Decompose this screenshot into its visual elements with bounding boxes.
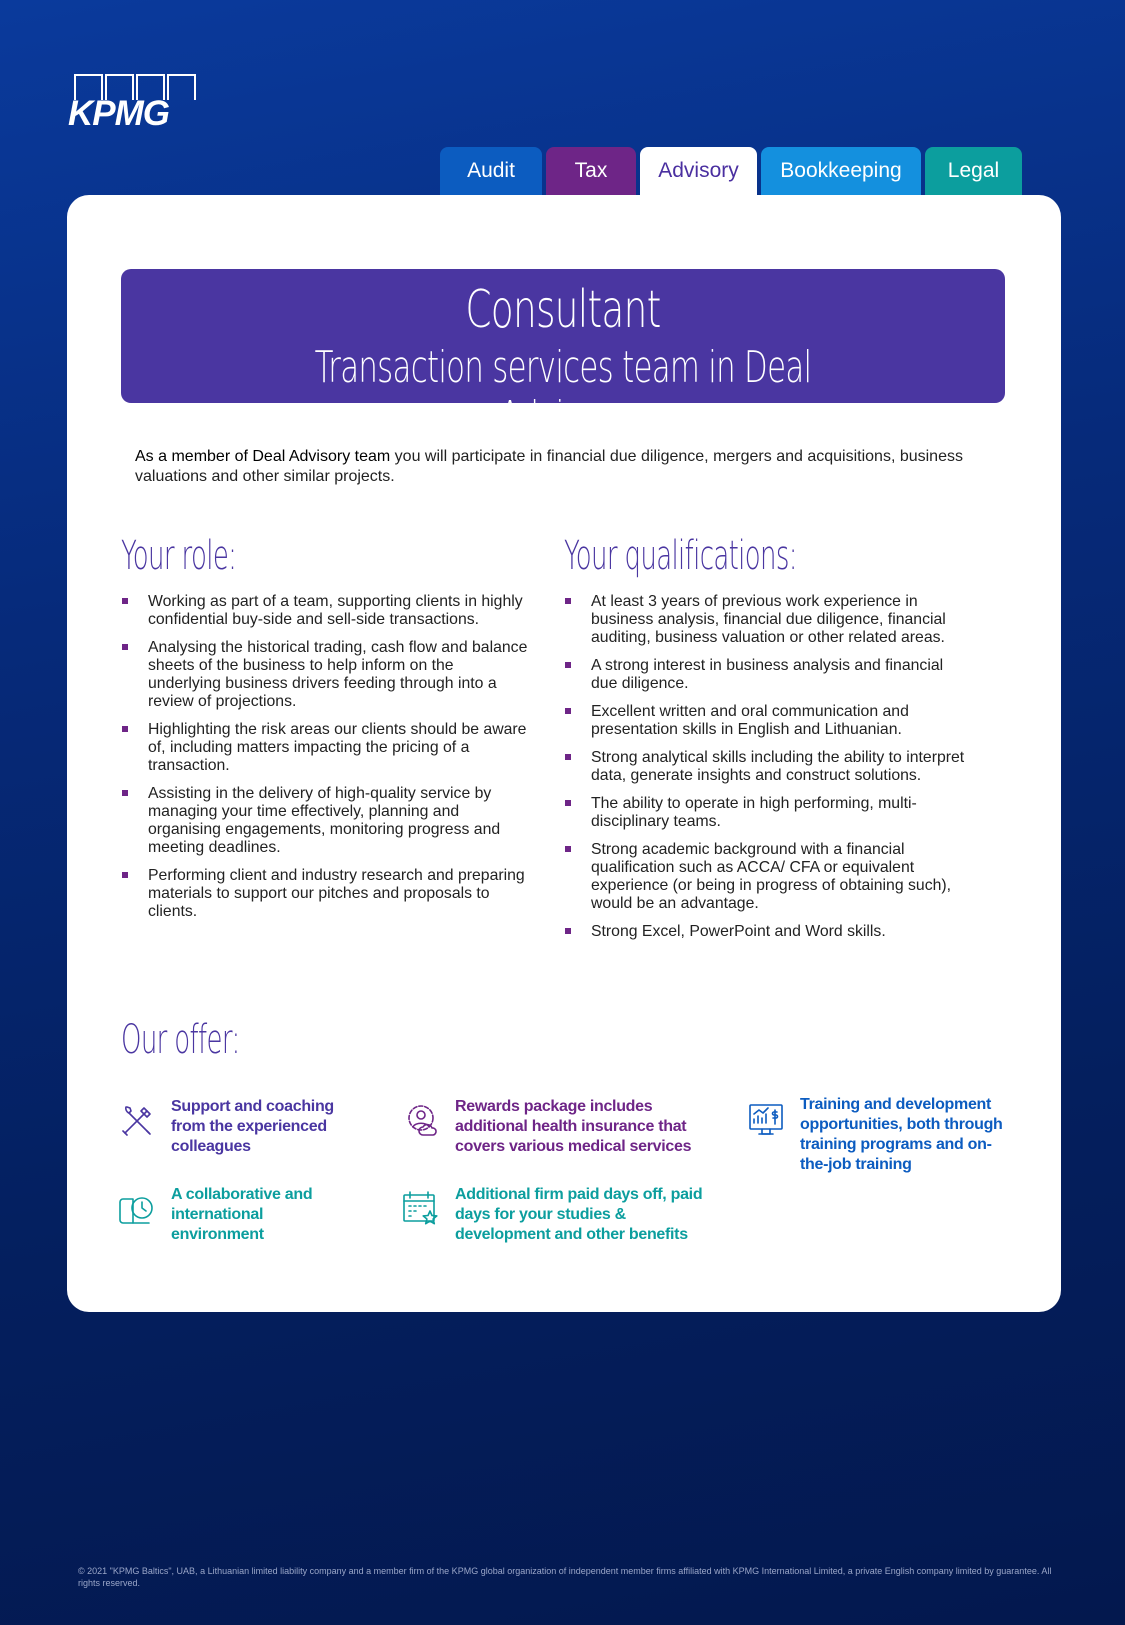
offer-text: A collaborative and international environment [171,1186,313,1243]
job-title: Consultant [465,280,661,340]
job-card [67,195,1061,1312]
calendar-star-icon [401,1189,441,1229]
clock-people-icon [117,1189,157,1229]
list-item: The ability to operate in high performing, multi-disciplinary teams. [563,795,973,831]
list-item: At least 3 years of previous work experience in business analysis, financial due diligence, financial auditing, business valuation or other related areas. [563,593,973,647]
role-heading: Your role: [121,533,237,579]
job-title-banner [121,269,1005,443]
list-item: Strong analytical skills including the ability to interpret data, generate insights and construct solutions. [563,749,973,785]
intro-bold: As a member of Deal Advisory team [135,448,391,465]
offer-text: Support and coaching from the experienced colleagues [171,1098,334,1155]
offer-item-days-off [401,1185,715,1245]
job-subtitle: Transaction services team in Deal Advisory [314,342,812,443]
offer-item-training [746,1095,1010,1175]
chart-screen-icon [746,1099,786,1139]
service-tabs [440,147,1022,195]
role-list [120,593,530,931]
list-item: Performing client and industry research and preparing materials to support our pitches and proposals to clients. [120,867,530,921]
offer-item-environment [117,1185,341,1245]
intro-rest: you will participate in financial due diligence, mergers and acquisitions, business valuations and other similar projects. [135,448,963,485]
tab-tax[interactable]: Tax [546,147,636,195]
tab-advisory[interactable]: Advisory [640,147,757,195]
offer-text: Rewards package includes additional health insurance that covers various medical services [455,1098,692,1155]
list-item: A strong interest in business analysis and financial due diligence. [563,657,973,693]
list-item: Excellent written and oral communication and presentation skills in English and Lithuanian. [563,703,973,739]
tab-bookkeeping[interactable]: Bookkeeping [761,147,921,195]
offer-text: Additional firm paid days off, paid days for your studies & development and other benefits [455,1186,703,1243]
list-item: Strong Excel, PowerPoint and Word skills. [563,923,973,941]
tab-audit[interactable]: Audit [440,147,542,195]
qualifications-list [563,593,973,951]
list-item: Assisting in the delivery of high-quality service by managing your time effectively, planning and organising engagements, monitoring progress and meeting deadlines. [120,785,530,857]
tab-legal[interactable]: Legal [925,147,1022,195]
list-item: Strong academic background with a financial qualification such as ACCA/ CFA or equivalent experience (or being in progress of obtaining such), would be an advantage. [563,841,973,913]
list-item: Highlighting the risk areas our clients should be aware of, including matters impacting the pricing of a transaction. [120,721,530,775]
intro-text [135,447,975,487]
offer-item-rewards [401,1097,715,1157]
tools-icon [117,1101,157,1141]
list-item: Analysing the historical trading, cash flow and balance sheets of the business to help inform on the underlying business drivers feeding through into a review of projections. [120,639,530,711]
list-item: Working as part of a team, supporting clients in highly confidential buy-side and sell-side transactions. [120,593,530,629]
offer-heading: Our offer: [121,1017,240,1063]
logo-text: KPMG [68,94,169,133]
offer-item-coaching [117,1097,361,1157]
kpmg-logo [68,74,198,133]
footer-copyright: © 2021 "KPMG Baltics", UAB, a Lithuanian limited liability company and a member firm of the KPMG global organization of independent member firms affiliated with KPMG International Limited, a private English company limited by guarantee. All rights reserved. [78,1566,1052,1588]
qualifications-heading: Your qualifications: [564,533,797,579]
health-icon [401,1101,441,1141]
offer-text: Training and development opportunities, both through training programs and on-the-job training [800,1096,1003,1173]
